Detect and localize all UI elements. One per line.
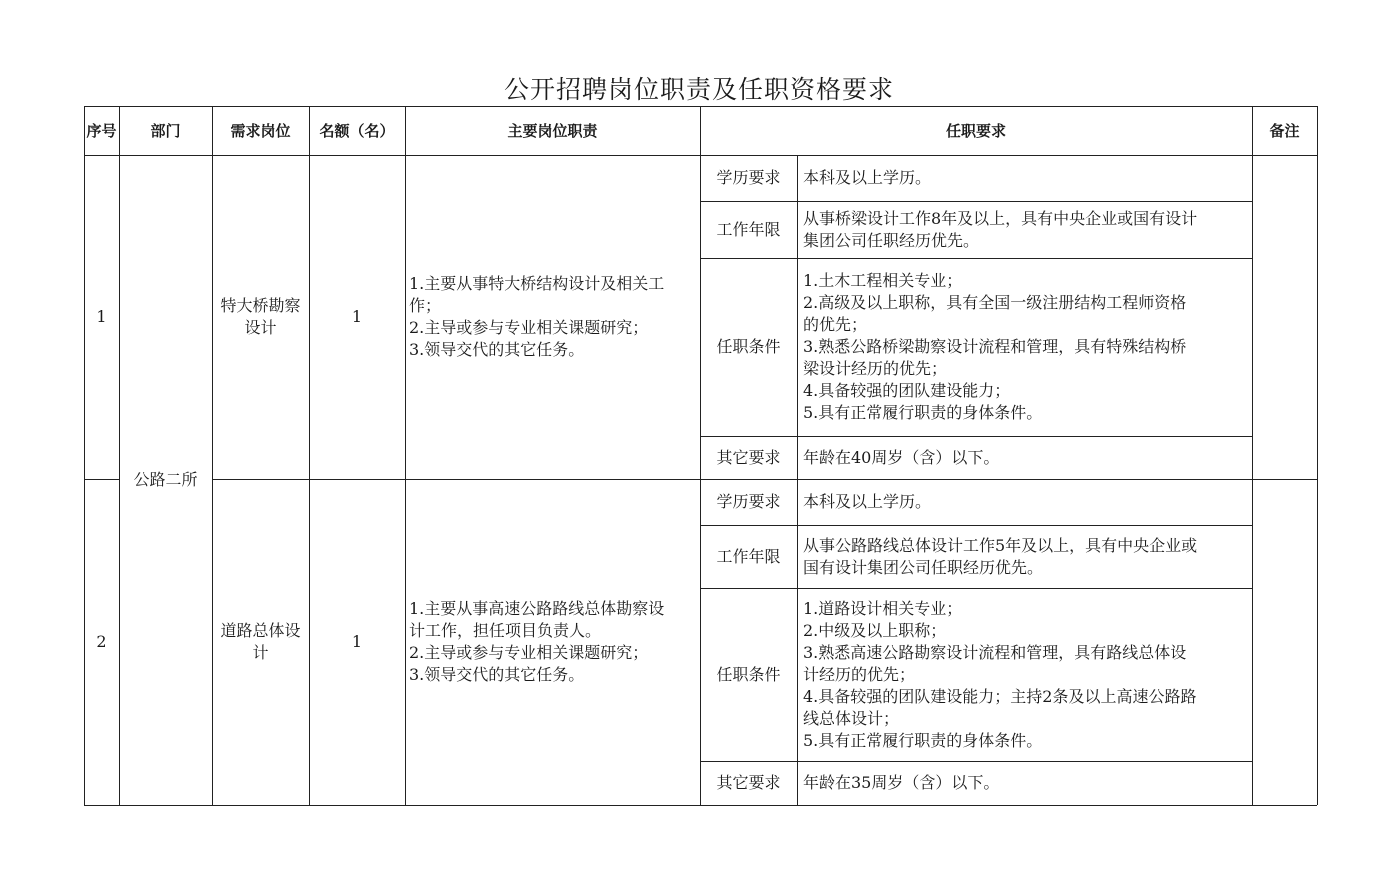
header-dept: 部门 (150, 121, 181, 140)
req-text-other: 年龄在35周岁（含）以下。 (803, 773, 1000, 792)
table-row-remarks (1252, 479, 1317, 805)
req-text-education: 本科及以上学历。 (803, 492, 932, 511)
table-row-quota: 1 (351, 307, 363, 326)
table-row-quota: 1 (351, 632, 363, 651)
req-text-other: 年龄在40周岁（含）以下。 (803, 447, 1000, 467)
table-row-position (212, 479, 309, 805)
duties-text: 1.主要从事高速公路路线总体勘察设 计工作，担任项目负责人。 2.主导或参与专业相关课题研究； 3.领导交代的其它任务。 (409, 599, 665, 684)
duties-text: 1.主要从事特大桥结构设计及相关工 作； 2.主导或参与专业相关课题研究； 3.领导交代的其它任务。 (409, 274, 665, 359)
years-text: 从事桥梁设计工作8年及以上，具有中央企业或国有设计 集团公司任职经历优先。 (803, 208, 1198, 250)
req-label-years: 工作年限 (716, 219, 781, 239)
req-label-years: 工作年限 (716, 546, 781, 566)
conditions-text: 1.道路设计相关专业； 2.中级及以上职称； 3.熟悉高速公路勘察设计流程和管理，具有路线总体设 计经历的优先； 4.具备较强的团队建设能力；主持2条及以上高速公路路 线总体设计； 5.具有正常履行职责的身体条件。 (803, 598, 1197, 750)
req-label-education: 学历要求 (716, 492, 781, 511)
req-label-other: 其它要求 (716, 773, 781, 792)
req-label-conditions: 任职条件 (716, 337, 781, 356)
position-text: 特大桥勘察 设计 (220, 296, 301, 337)
req-text-conditions (797, 588, 1252, 761)
table-row-seq: 1 (96, 307, 107, 326)
req-label-other: 其它要求 (716, 447, 781, 467)
req-label-education: 学历要求 (716, 168, 781, 187)
table-row-duties (405, 479, 700, 805)
header-seq: 序号 (86, 121, 117, 140)
header-remarks: 备注 (1269, 121, 1300, 140)
req-text-years (797, 201, 1252, 258)
table-row-remarks (1252, 155, 1317, 479)
req-text-education: 本科及以上学历。 (803, 168, 932, 187)
position-text: 道路总体设 计 (220, 621, 301, 662)
header-duties: 主要岗位职责 (507, 121, 598, 140)
req-text-years (797, 525, 1252, 588)
page-title: 公开招聘岗位职责及任职资格要求 (503, 75, 894, 104)
table-row-duties (405, 155, 700, 479)
table-row-position (212, 155, 309, 479)
years-text: 从事公路路线总体设计工作5年及以上，具有中央企业或 国有设计集团公司任职经历优先。 (803, 535, 1198, 577)
header-quota: 名额（名） (319, 121, 395, 140)
req-text-conditions (797, 258, 1252, 436)
table-row-seq: 2 (96, 632, 107, 651)
header-requirements: 任职要求 (945, 121, 1006, 140)
req-label-conditions: 任职条件 (716, 664, 781, 684)
department-cell: 公路二所 (133, 470, 198, 489)
header-position: 需求岗位 (230, 121, 291, 140)
conditions-text: 1.土木工程相关专业； 2.高级及以上职称，具有全国一级注册结构工程师资格 的优先； 3.熟悉公路桥梁勘察设计流程和管理，具有特殊结构桥 梁设计经历的优先； 4.具备较强的团队建设能力； 5.具有正常履行职责的身体条件。 (803, 271, 1187, 422)
